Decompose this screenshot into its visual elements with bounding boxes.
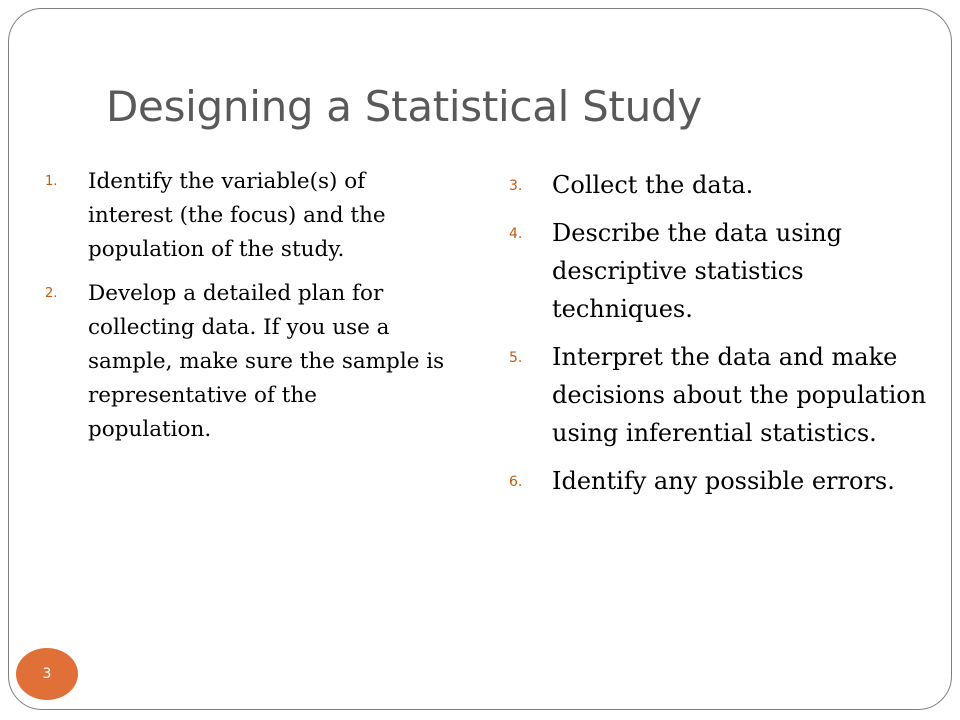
step-item: [509, 214, 929, 328]
step-item: [45, 277, 445, 447]
step-item: [509, 462, 929, 500]
page-number-badge: [16, 648, 78, 700]
page-number: 3: [42, 666, 52, 682]
step-text: Identify any possible errors.: [552, 467, 895, 495]
step-text: Interpret the data and make decisions about the population using inferential statistics.: [552, 343, 927, 447]
step-item: [509, 166, 929, 204]
steps-left-list: [45, 165, 445, 457]
slide-title: Designing a Statistical Study: [106, 82, 702, 131]
step-number: 5.: [509, 350, 523, 366]
step-number: 2.: [45, 286, 58, 301]
step-text: Identify the variable(s) of interest (the focus) and the population of the study.: [88, 169, 386, 262]
step-text: Develop a detailed plan for collecting data. If you use a sample, make sure the sample is representative of the population.: [88, 281, 445, 442]
step-number: 1.: [45, 174, 58, 189]
step-item: [509, 338, 929, 452]
step-item: [45, 165, 445, 267]
step-number: 6.: [509, 474, 523, 490]
step-number: 3.: [509, 178, 523, 194]
steps-right-list: [509, 166, 929, 510]
step-text: Describe the data using descriptive statistics techniques.: [552, 219, 843, 323]
step-number: 4.: [509, 226, 523, 242]
step-text: Collect the data.: [552, 171, 754, 199]
